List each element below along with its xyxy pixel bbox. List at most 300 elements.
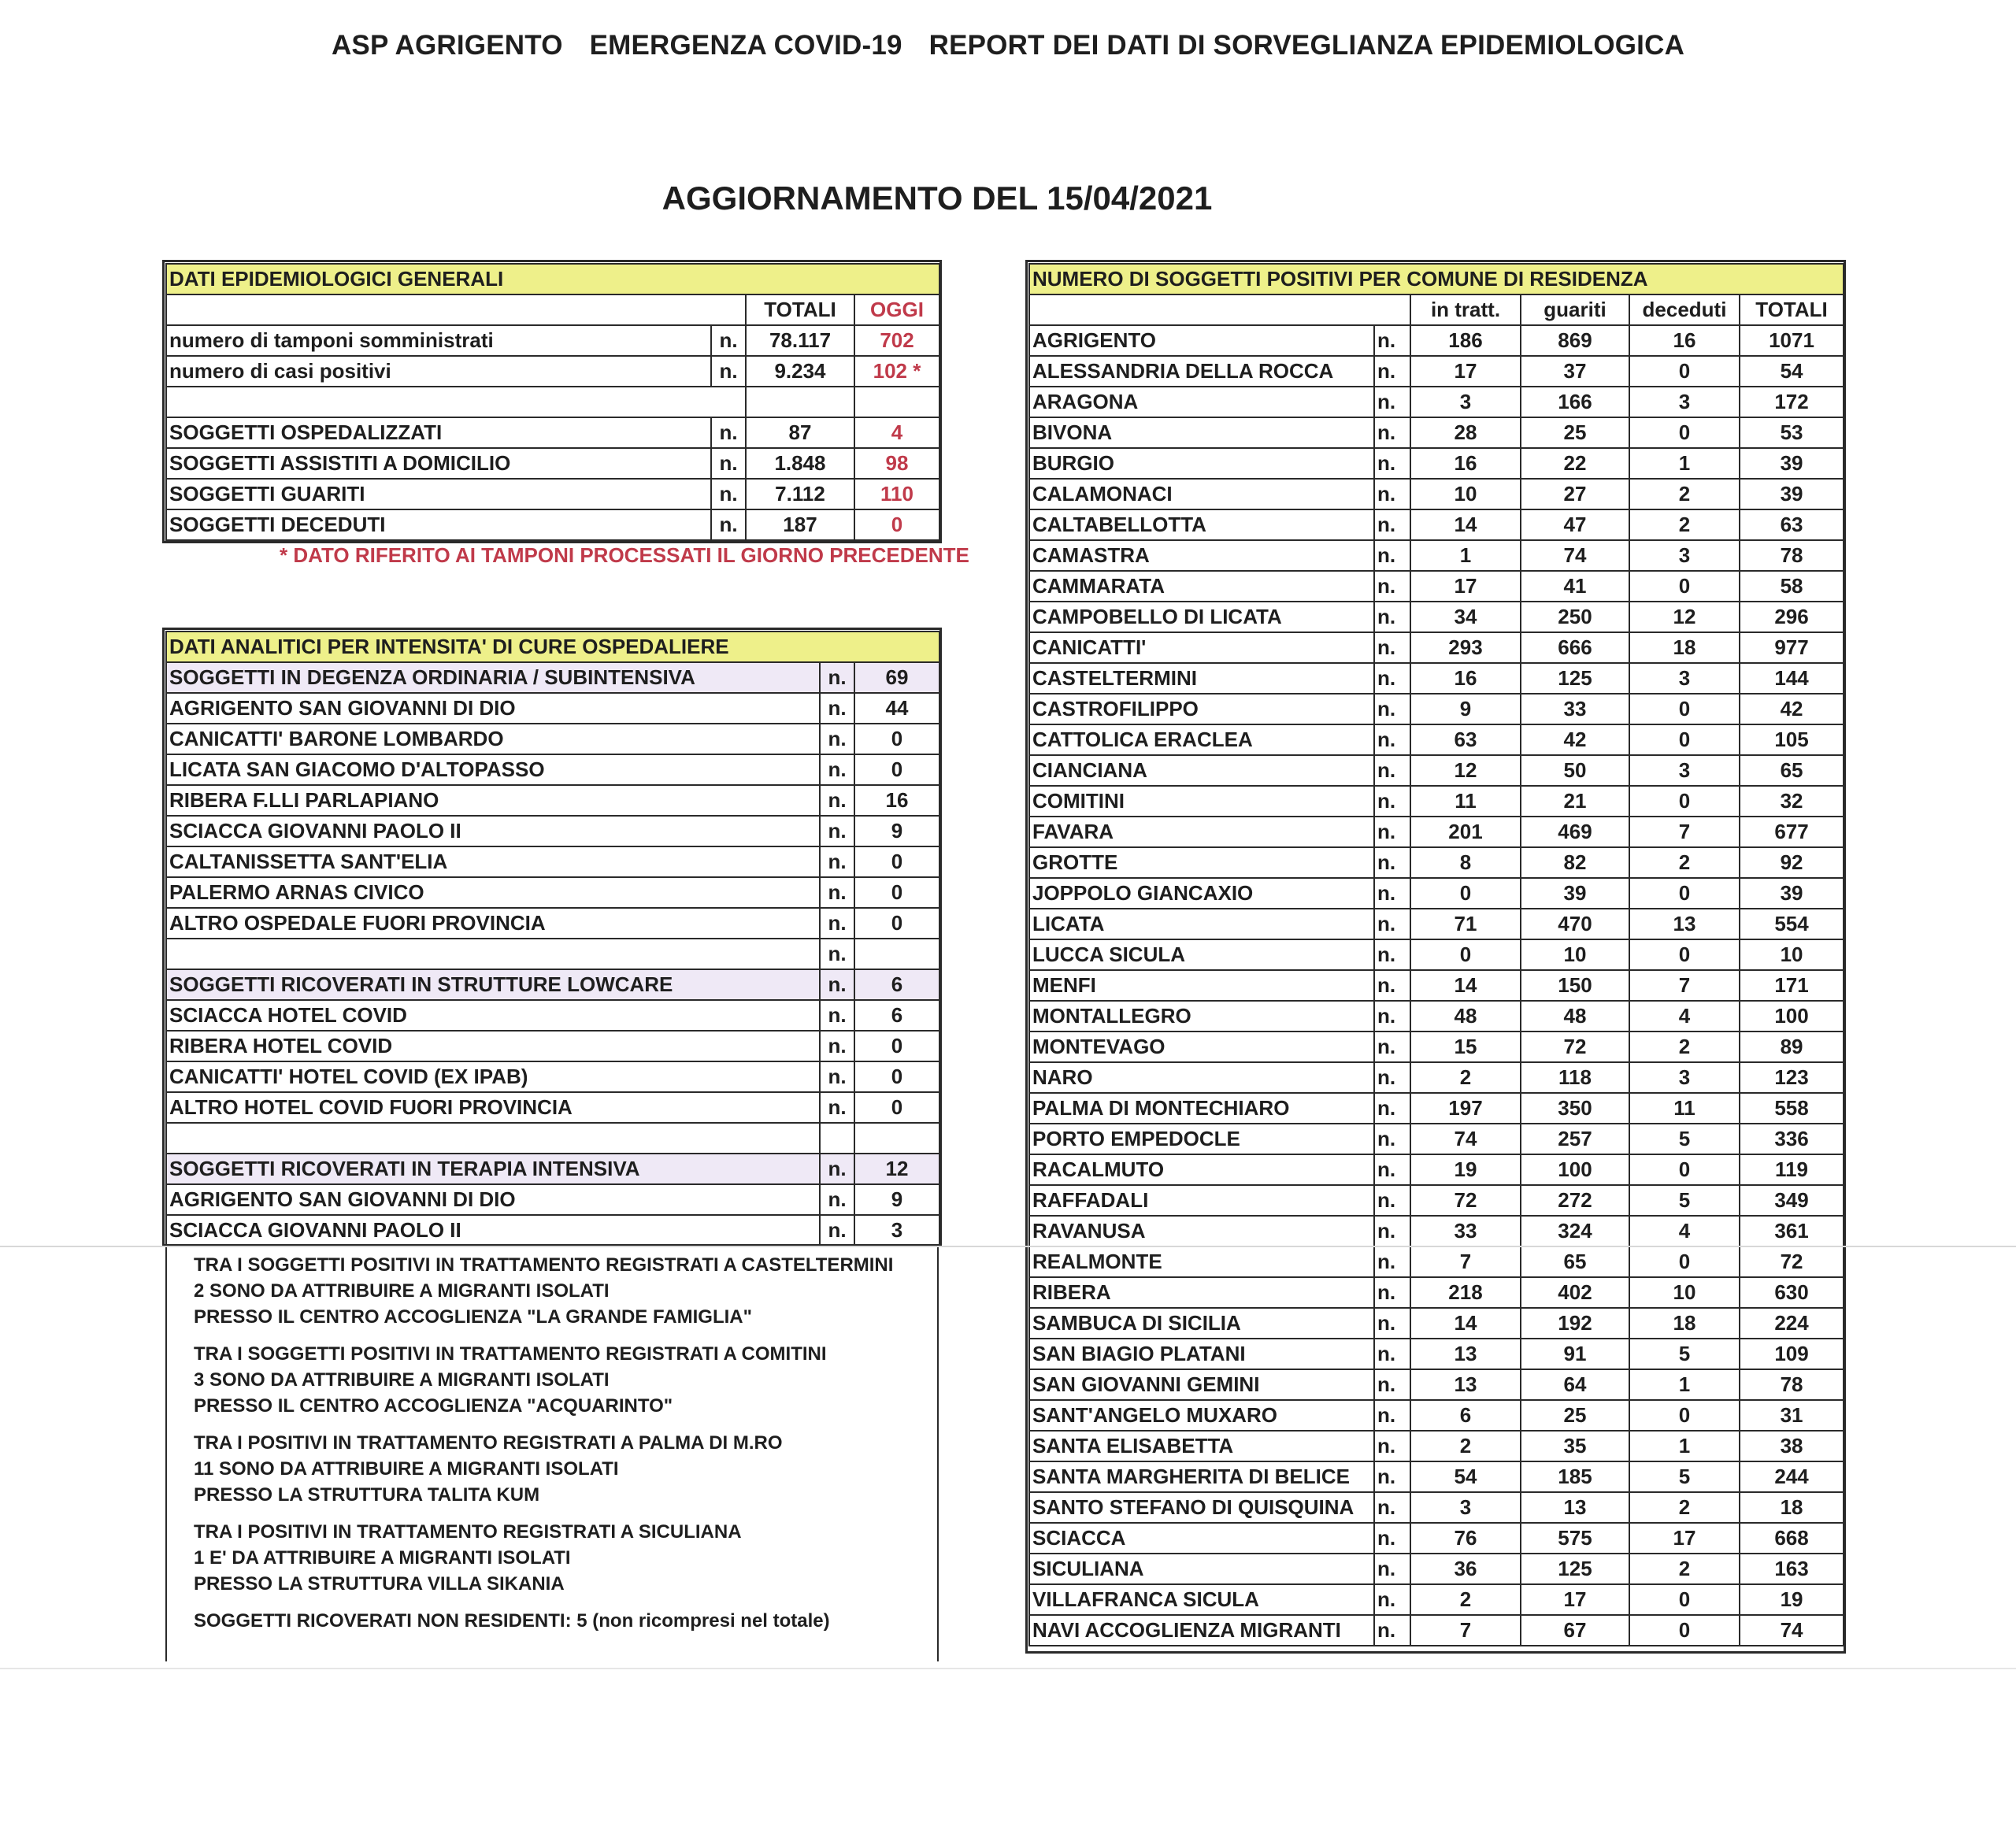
general-spacer-oggi [854, 387, 939, 417]
hospital-row-value: 12 [854, 1154, 939, 1184]
comuni-row-value: 402 [1521, 1277, 1629, 1308]
comuni-row [1029, 387, 1844, 417]
comuni-row-unit: n. [1374, 909, 1410, 939]
hospital-row-value [854, 1123, 939, 1154]
comuni-row-unit: n. [1374, 571, 1410, 602]
comuni-row-unit: n. [1374, 1400, 1410, 1431]
comuni-row-value: 2 [1410, 1062, 1521, 1093]
comuni-row-unit: n. [1374, 694, 1410, 724]
hospital-row [166, 1123, 939, 1154]
comuni-row-value: 1 [1410, 540, 1521, 571]
comuni-row [1029, 724, 1844, 755]
comuni-row-value: 0 [1629, 939, 1740, 970]
comuni-row-unit: n. [1374, 970, 1410, 1001]
hospital-row-value: 0 [854, 1031, 939, 1061]
hospital-row-label: SOGGETTI IN DEGENZA ORDINARIA / SUBINTENSIVA [166, 662, 820, 693]
comuni-row [1029, 540, 1844, 571]
comuni-row-name: SANTO STEFANO DI QUISQUINA [1029, 1492, 1374, 1523]
comuni-row-unit: n. [1374, 1523, 1410, 1554]
comuni-row-value: 7 [1629, 970, 1740, 1001]
comuni-row-value: 554 [1740, 909, 1844, 939]
hospital-row-unit: n. [820, 754, 854, 785]
comuni-row-name: SAN BIAGIO PLATANI [1029, 1339, 1374, 1369]
comuni-row-value: 10 [1410, 479, 1521, 509]
general-row [166, 479, 939, 509]
comuni-row [1029, 602, 1844, 632]
comuni-row-name: RIBERA [1029, 1277, 1374, 1308]
hospital-row-value: 0 [854, 846, 939, 877]
comuni-row-value: 19 [1740, 1584, 1844, 1615]
comuni-row-name: SCIACCA [1029, 1523, 1374, 1554]
comuni-row-value: 630 [1740, 1277, 1844, 1308]
comuni-row-name: LICATA [1029, 909, 1374, 939]
general-row [166, 417, 939, 448]
comuni-row-name: MONTALLEGRO [1029, 1001, 1374, 1032]
comuni-row-name: ALESSANDRIA DELLA ROCCA [1029, 356, 1374, 387]
comuni-row [1029, 817, 1844, 847]
hospital-row-label: CALTANISSETTA SANT'ELIA [166, 846, 820, 877]
hospital-row-value: 0 [854, 724, 939, 754]
comuni-row-value: 666 [1521, 632, 1629, 663]
comuni-row-value: 38 [1740, 1431, 1844, 1461]
comuni-row [1029, 1154, 1844, 1185]
comuni-row [1029, 939, 1844, 970]
comuni-row-value: 150 [1521, 970, 1629, 1001]
comuni-row-value: 7 [1410, 1615, 1521, 1646]
comuni-row-value: 4 [1629, 1001, 1740, 1032]
comuni-data-table [1028, 263, 1844, 1646]
hospital-row-label: SOGGETTI RICOVERATI IN TERAPIA INTENSIVA [166, 1154, 820, 1184]
hospital-row-value: 0 [854, 1092, 939, 1123]
comuni-row-value: 2 [1629, 1032, 1740, 1062]
comuni-row-value: 869 [1521, 325, 1629, 356]
header-org: ASP AGRIGENTO [331, 30, 563, 61]
comuni-row-unit: n. [1374, 1431, 1410, 1461]
hospital-row-unit: n. [820, 1092, 854, 1123]
comuni-row-unit: n. [1374, 786, 1410, 817]
comuni-row-unit: n. [1374, 878, 1410, 909]
comuni-row-value: 39 [1521, 878, 1629, 909]
hospital-row [166, 754, 939, 785]
comuni-row-value: 18 [1629, 632, 1740, 663]
hospital-row [166, 1031, 939, 1061]
comuni-row-unit: n. [1374, 387, 1410, 417]
comuni-row-unit: n. [1374, 1277, 1410, 1308]
comuni-row-value: 33 [1521, 694, 1629, 724]
comuni-row-value: 2 [1629, 479, 1740, 509]
comuni-row-unit: n. [1374, 356, 1410, 387]
hospital-row-unit: n. [820, 1000, 854, 1031]
comuni-row-value: 0 [1410, 878, 1521, 909]
note-line: PRESSO LA STRUTTURA TALITA KUM [194, 1484, 540, 1506]
hospital-row [166, 662, 939, 693]
comuni-row-value: 0 [1629, 786, 1740, 817]
comuni-row-value: 15 [1410, 1032, 1521, 1062]
comuni-row-name: GROTTE [1029, 847, 1374, 878]
general-title-row [166, 264, 939, 294]
comuni-row-unit: n. [1374, 325, 1410, 356]
hospital-row-label: SCIACCA GIOVANNI PAOLO II [166, 1215, 820, 1246]
comuni-row-value: 350 [1521, 1093, 1629, 1124]
comuni-row [1029, 1339, 1844, 1369]
comuni-row-value: 54 [1410, 1461, 1521, 1492]
hospital-row-label: PALERMO ARNAS CIVICO [166, 877, 820, 908]
comuni-row-value: 172 [1740, 387, 1844, 417]
hospital-title: DATI ANALITICI PER INTENSITA' DI CURE OSPEDALIERE [166, 632, 939, 662]
comuni-row-value: 58 [1740, 571, 1844, 602]
comuni-row [1029, 1431, 1844, 1461]
comuni-row-unit: n. [1374, 1093, 1410, 1124]
general-row-totali: 9.234 [746, 356, 854, 387]
hospital-row-label [166, 939, 820, 969]
hospital-row-unit [820, 1123, 854, 1154]
general-row-label: SOGGETTI DECEDUTI [166, 509, 711, 540]
comuni-row-value: 171 [1740, 970, 1844, 1001]
comuni-row-value: 3 [1629, 540, 1740, 571]
general-row-unit: n. [711, 479, 746, 509]
general-row-totali: 7.112 [746, 479, 854, 509]
comuni-row-unit: n. [1374, 1185, 1410, 1216]
comuni-row-unit: n. [1374, 448, 1410, 479]
general-row-label: SOGGETTI ASSISTITI A DOMICILIO [166, 448, 711, 479]
comuni-row-name: JOPPOLO GIANCAXIO [1029, 878, 1374, 909]
comuni-row-value: 0 [1629, 571, 1740, 602]
comuni-row-value: 5 [1629, 1461, 1740, 1492]
comuni-row-unit: n. [1374, 509, 1410, 540]
hospital-row-value: 0 [854, 754, 939, 785]
note-paragraph [194, 1252, 937, 1330]
comuni-row-value: 13 [1629, 909, 1740, 939]
note-line: SOGGETTI RICOVERATI NON RESIDENTI: 5 (non ricompresi nel totale) [194, 1610, 830, 1632]
comuni-row-name: CAMMARATA [1029, 571, 1374, 602]
comuni-header-empty [1029, 294, 1410, 325]
comuni-row-value: 74 [1740, 1615, 1844, 1646]
hospital-row [166, 877, 939, 908]
comuni-row-value: 0 [1629, 724, 1740, 755]
comuni-row-value: 324 [1521, 1216, 1629, 1246]
comuni-row [1029, 755, 1844, 786]
comuni-row-value: 977 [1740, 632, 1844, 663]
comuni-row-value: 13 [1410, 1369, 1521, 1400]
comuni-row-value: 272 [1521, 1185, 1629, 1216]
comuni-row-value: 0 [1629, 417, 1740, 448]
comuni-row-value: 218 [1410, 1277, 1521, 1308]
comuni-row-value: 91 [1521, 1339, 1629, 1369]
hospital-row-unit: n. [820, 846, 854, 877]
comuni-row-name: FAVARA [1029, 817, 1374, 847]
comuni-row-value: 12 [1410, 755, 1521, 786]
comuni-row [1029, 878, 1844, 909]
comuni-row-value: 0 [1410, 939, 1521, 970]
comuni-row-value: 16 [1410, 448, 1521, 479]
general-row-totali: 78.117 [746, 325, 854, 356]
comuni-row-value: 16 [1410, 663, 1521, 694]
comuni-row-name: BIVONA [1029, 417, 1374, 448]
comuni-row-value: 89 [1740, 1032, 1844, 1062]
hospital-row [166, 724, 939, 754]
comuni-row-value: 1 [1629, 448, 1740, 479]
hospital-row-unit: n. [820, 939, 854, 969]
page-bottom-line [0, 1668, 2016, 1669]
comuni-row-value: 105 [1740, 724, 1844, 755]
comuni-row-value: 575 [1521, 1523, 1629, 1554]
comuni-row-value: 1 [1629, 1369, 1740, 1400]
comuni-row-value: 293 [1410, 632, 1521, 663]
comuni-row-value: 33 [1410, 1216, 1521, 1246]
comuni-row-unit: n. [1374, 1001, 1410, 1032]
comuni-row-unit: n. [1374, 1461, 1410, 1492]
general-row-totali: 87 [746, 417, 854, 448]
comuni-row-value: 3 [1629, 663, 1740, 694]
hospital-row-value [854, 939, 939, 969]
comuni-row [1029, 1554, 1844, 1584]
hospital-row-label: CANICATTI' BARONE LOMBARDO [166, 724, 820, 754]
general-row-unit: n. [711, 509, 746, 540]
comuni-row-value: 14 [1410, 1308, 1521, 1339]
hospital-row [166, 939, 939, 969]
comuni-row-unit: n. [1374, 632, 1410, 663]
comuni-row-value: 71 [1410, 909, 1521, 939]
comuni-row-name: NARO [1029, 1062, 1374, 1093]
comuni-row-value: 9 [1410, 694, 1521, 724]
comuni-header-cell: in tratt. [1410, 294, 1521, 325]
comuni-row-value: 118 [1521, 1062, 1629, 1093]
comuni-row-value: 0 [1629, 1400, 1740, 1431]
comuni-row-value: 65 [1521, 1246, 1629, 1277]
comuni-row-name: CAMPOBELLO DI LICATA [1029, 602, 1374, 632]
hospital-row-unit: n. [820, 908, 854, 939]
comuni-row-unit: n. [1374, 602, 1410, 632]
comuni-row [1029, 1584, 1844, 1615]
hospital-row-label: LICATA SAN GIACOMO D'ALTOPASSO [166, 754, 820, 785]
note-line: TRA I SOGGETTI POSITIVI IN TRATTAMENTO REGISTRATI A COMITINI [194, 1343, 827, 1365]
comuni-row [1029, 1369, 1844, 1400]
comuni-row-value: 7 [1629, 817, 1740, 847]
hospital-row-value: 9 [854, 816, 939, 846]
comuni-row-name: CAMASTRA [1029, 540, 1374, 571]
comuni-row [1029, 663, 1844, 694]
update-title: AGGIORNAMENTO DEL 15/04/2021 [662, 180, 1213, 217]
hospital-row-unit: n. [820, 785, 854, 816]
comuni-row-value: 7 [1410, 1246, 1521, 1277]
comuni-row [1029, 356, 1844, 387]
comuni-row [1029, 1308, 1844, 1339]
hospital-row-unit: n. [820, 1061, 854, 1092]
hospital-row-value: 0 [854, 908, 939, 939]
note-line: 11 SONO DA ATTRIBUIRE A MIGRANTI ISOLATI [194, 1458, 619, 1480]
comuni-row-name: RAFFADALI [1029, 1185, 1374, 1216]
comuni-row-value: 82 [1521, 847, 1629, 878]
comuni-row-name: MONTEVAGO [1029, 1032, 1374, 1062]
comuni-row [1029, 632, 1844, 663]
comuni-row-unit: n. [1374, 1124, 1410, 1154]
hospital-row-value: 0 [854, 1061, 939, 1092]
comuni-row-name: CALAMONACI [1029, 479, 1374, 509]
comuni-row-name: COMITINI [1029, 786, 1374, 817]
hospital-row-label: SCIACCA GIOVANNI PAOLO II [166, 816, 820, 846]
comuni-row-value: 10 [1629, 1277, 1740, 1308]
comuni-row-value: 0 [1629, 878, 1740, 909]
hospital-row-label: RIBERA F.LLI PARLAPIANO [166, 785, 820, 816]
hospital-row-label: SCIACCA HOTEL COVID [166, 1000, 820, 1031]
comuni-row-value: 470 [1521, 909, 1629, 939]
comuni-header-cell: deceduti [1629, 294, 1740, 325]
comuni-row-value: 35 [1521, 1431, 1629, 1461]
comuni-row-unit: n. [1374, 1554, 1410, 1584]
comuni-row-value: 39 [1740, 448, 1844, 479]
header-emergency: EMERGENZA COVID-19 [589, 30, 902, 61]
comuni-row-value: 197 [1410, 1093, 1521, 1124]
comuni-row-value: 2 [1410, 1431, 1521, 1461]
comuni-row-value: 2 [1410, 1584, 1521, 1615]
comuni-row-value: 201 [1410, 817, 1521, 847]
comuni-row [1029, 847, 1844, 878]
comuni-row-value: 92 [1740, 847, 1844, 878]
comuni-row-value: 250 [1521, 602, 1629, 632]
hospital-row-unit: n. [820, 662, 854, 693]
comuni-row-value: 0 [1629, 356, 1740, 387]
comuni-row [1029, 1400, 1844, 1431]
hospital-row [166, 1000, 939, 1031]
comuni-row-name: NAVI ACCOGLIENZA MIGRANTI [1029, 1615, 1374, 1646]
general-spacer [166, 387, 746, 417]
comuni-row-value: 36 [1410, 1554, 1521, 1584]
comuni-row-unit: n. [1374, 479, 1410, 509]
comuni-row [1029, 1492, 1844, 1523]
general-row-oggi: 0 [854, 509, 939, 540]
comuni-row [1029, 786, 1844, 817]
comuni-row-name: SAMBUCA DI SICILIA [1029, 1308, 1374, 1339]
general-header-row [166, 294, 939, 325]
comuni-row-value: 11 [1410, 786, 1521, 817]
report-header [0, 30, 2016, 61]
general-row-oggi: 702 [854, 325, 939, 356]
comuni-row-name: SANT'ANGELO MUXARO [1029, 1400, 1374, 1431]
comuni-row-value: 4 [1629, 1216, 1740, 1246]
comuni-row-value: 192 [1521, 1308, 1629, 1339]
comuni-row-name: CIANCIANA [1029, 755, 1374, 786]
comuni-row-name: PORTO EMPEDOCLE [1029, 1124, 1374, 1154]
comuni-row-value: 10 [1521, 939, 1629, 970]
comuni-row-value: 14 [1410, 509, 1521, 540]
comuni-row-value: 12 [1629, 602, 1740, 632]
comuni-row-value: 19 [1410, 1154, 1521, 1185]
hospital-row-label: SOGGETTI RICOVERATI IN STRUTTURE LOWCARE [166, 969, 820, 1000]
comuni-row-value: 65 [1740, 755, 1844, 786]
comuni-row-unit: n. [1374, 1492, 1410, 1523]
comuni-row-value: 16 [1629, 325, 1740, 356]
comuni-row-value: 47 [1521, 509, 1629, 540]
comuni-row-value: 361 [1740, 1216, 1844, 1246]
comuni-row-value: 78 [1740, 1369, 1844, 1400]
comuni-row-unit: n. [1374, 847, 1410, 878]
comuni-row-value: 224 [1740, 1308, 1844, 1339]
comuni-row-value: 5 [1629, 1185, 1740, 1216]
comuni-row-value: 125 [1521, 1554, 1629, 1584]
hospital-row-unit: n. [820, 1215, 854, 1246]
comuni-title: NUMERO DI SOGGETTI POSITIVI PER COMUNE DI RESIDENZA [1029, 264, 1844, 294]
comuni-row [1029, 571, 1844, 602]
comuni-row-value: 100 [1740, 1001, 1844, 1032]
comuni-row-value: 5 [1629, 1124, 1740, 1154]
comuni-row [1029, 1124, 1844, 1154]
comuni-row-value: 18 [1629, 1308, 1740, 1339]
comuni-row-unit: n. [1374, 1032, 1410, 1062]
comuni-row-value: 39 [1740, 878, 1844, 909]
comuni-row-value: 1 [1629, 1431, 1740, 1461]
comuni-row-value: 17 [1521, 1584, 1629, 1615]
hospital-row [166, 846, 939, 877]
general-row-label: numero di casi positivi [166, 356, 711, 387]
hospital-row-value: 3 [854, 1215, 939, 1246]
comuni-row-value: 336 [1740, 1124, 1844, 1154]
comuni-row-name: CASTROFILIPPO [1029, 694, 1374, 724]
comuni-row [1029, 970, 1844, 1001]
general-row-oggi: 98 [854, 448, 939, 479]
comuni-row-name: SANTA MARGHERITA DI BELICE [1029, 1461, 1374, 1492]
comuni-row-value: 3 [1629, 387, 1740, 417]
note-line: PRESSO IL CENTRO ACCOGLIENZA "LA GRANDE FAMIGLIA" [194, 1306, 752, 1328]
general-row-label: SOGGETTI GUARITI [166, 479, 711, 509]
hospital-row-unit: n. [820, 1031, 854, 1061]
comuni-row-name: PALMA DI MONTECHIARO [1029, 1093, 1374, 1124]
comuni-row-value: 34 [1410, 602, 1521, 632]
comuni-row-value: 72 [1410, 1185, 1521, 1216]
hospital-row [166, 693, 939, 724]
comuni-row-unit: n. [1374, 1615, 1410, 1646]
comuni-header-cell: TOTALI [1740, 294, 1844, 325]
comuni-row-name: MENFI [1029, 970, 1374, 1001]
general-header-totali: TOTALI [746, 294, 854, 325]
comuni-row-value: 0 [1629, 694, 1740, 724]
note-paragraph [194, 1341, 937, 1419]
comuni-row-value: 125 [1521, 663, 1629, 694]
comuni-row-value: 50 [1521, 755, 1629, 786]
comuni-row-value: 3 [1629, 1062, 1740, 1093]
comuni-row-unit: n. [1374, 540, 1410, 571]
hospital-row [166, 1092, 939, 1123]
header-report: REPORT DEI DATI DI SORVEGLIANZA EPIDEMIOLOGICA [928, 30, 1685, 61]
comuni-row-name: AGRIGENTO [1029, 325, 1374, 356]
comuni-row-value: 11 [1629, 1093, 1740, 1124]
general-row-totali: 187 [746, 509, 854, 540]
hospital-row [166, 908, 939, 939]
comuni-row [1029, 1523, 1844, 1554]
hospital-row-value: 69 [854, 662, 939, 693]
hospital-row-unit: n. [820, 969, 854, 1000]
comuni-row-value: 677 [1740, 817, 1844, 847]
comuni-row-value: 3 [1629, 755, 1740, 786]
comuni-row-value: 28 [1410, 417, 1521, 448]
note-line: 2 SONO DA ATTRIBUIRE A MIGRANTI ISOLATI [194, 1280, 610, 1302]
comuni-row-value: 0 [1629, 1246, 1740, 1277]
hospital-row-unit: n. [820, 877, 854, 908]
hospital-row-unit: n. [820, 693, 854, 724]
hospital-row [166, 1154, 939, 1184]
comuni-row-unit: n. [1374, 417, 1410, 448]
comuni-row [1029, 1277, 1844, 1308]
comuni-row-value: 0 [1629, 1154, 1740, 1185]
comuni-row-value: 109 [1740, 1339, 1844, 1369]
hospital-row [166, 1215, 939, 1246]
comuni-row-value: 63 [1410, 724, 1521, 755]
comuni-row-value: 185 [1521, 1461, 1629, 1492]
note-line: TRA I SOGGETTI POSITIVI IN TRATTAMENTO REGISTRATI A CASTELTERMINI [194, 1254, 894, 1276]
note-line: PRESSO LA STRUTTURA VILLA SIKANIA [194, 1573, 565, 1595]
note-line: TRA I POSITIVI IN TRATTAMENTO REGISTRATI A PALMA DI M.RO [194, 1432, 783, 1454]
comuni-row [1029, 1615, 1844, 1646]
note-line: 1 E' DA ATTRIBUIRE A MIGRANTI ISOLATI [194, 1547, 571, 1569]
